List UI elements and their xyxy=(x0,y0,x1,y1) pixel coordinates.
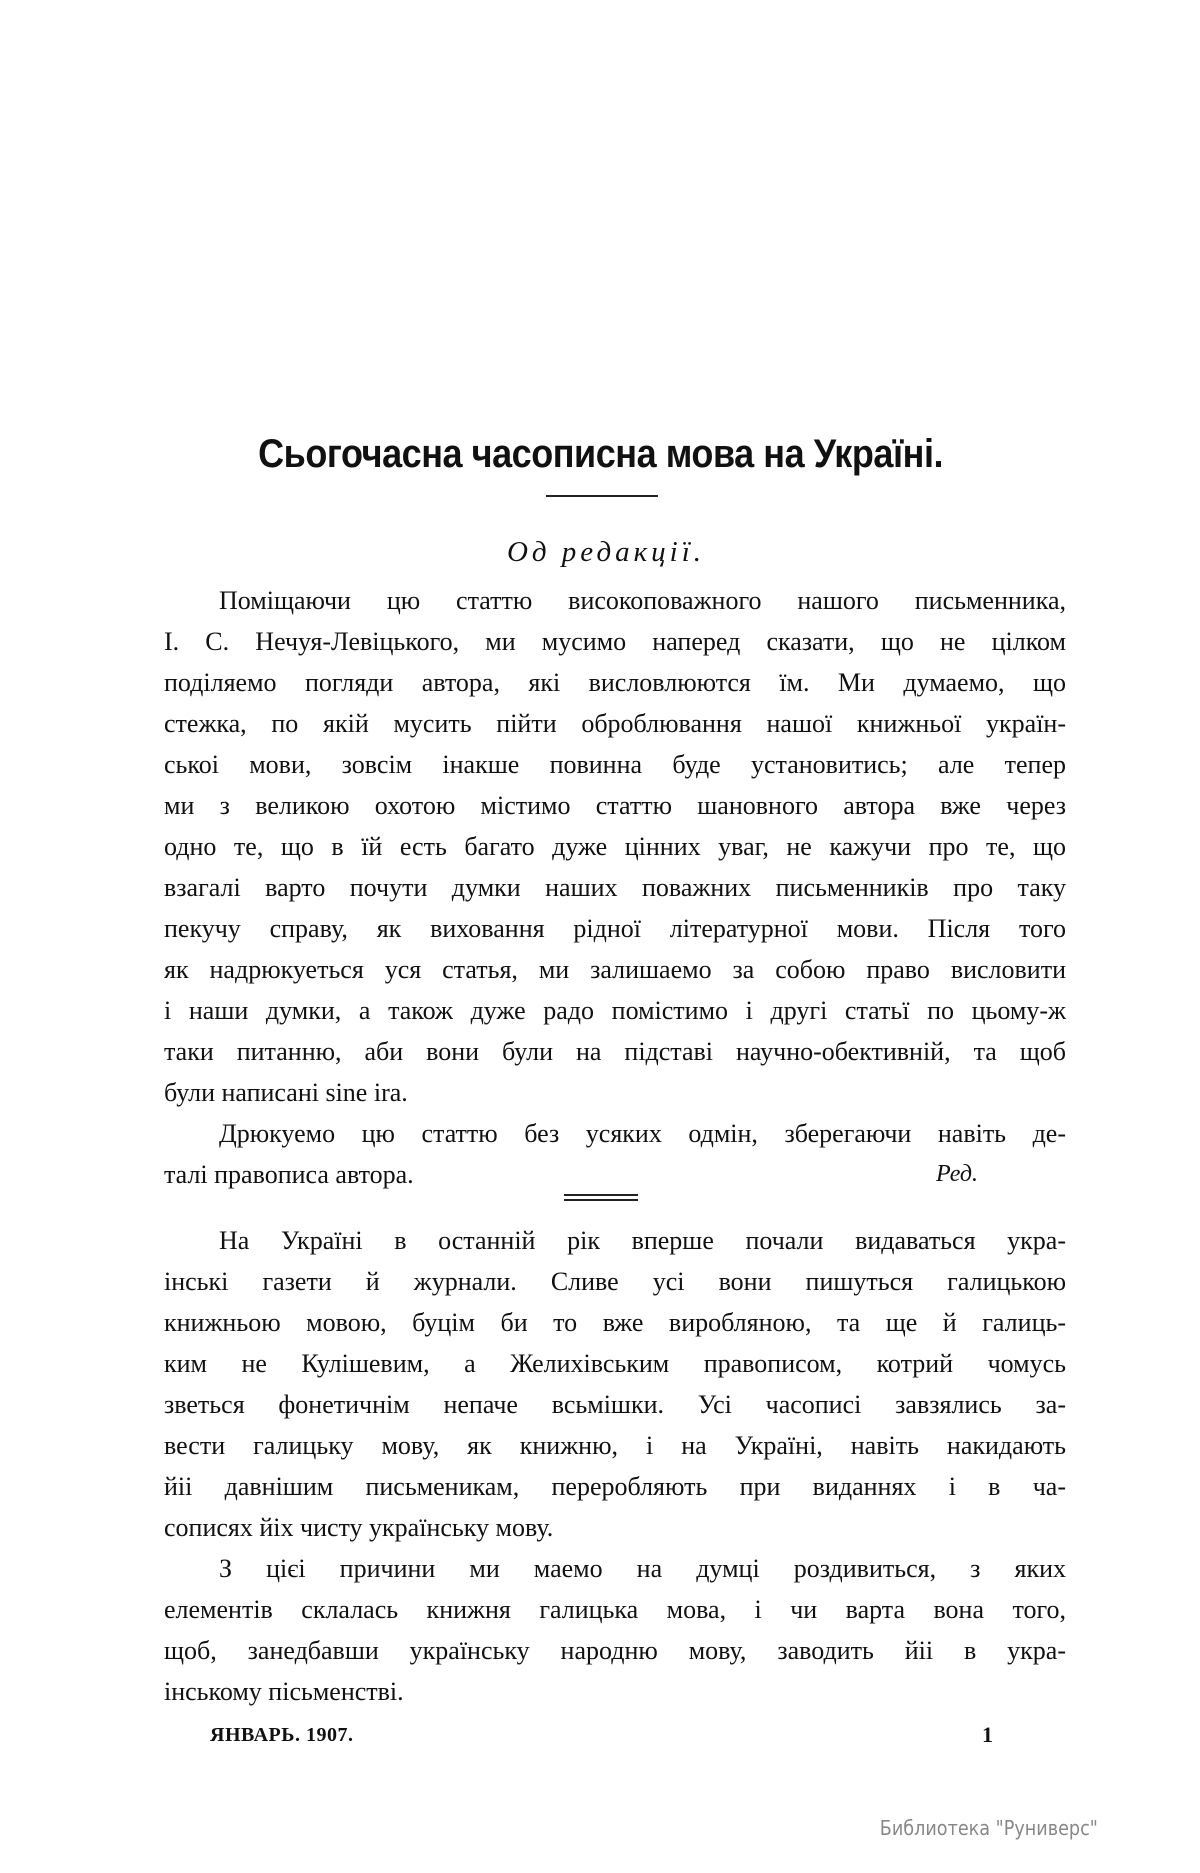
page-number: 1 xyxy=(982,1722,993,1747)
text-line: як надрюкуеться уся статья, ми залишаемо за собою право висловити xyxy=(164,955,1066,984)
text-line: щоб, занедбавши українську народню мову, заводить йіі в укра- xyxy=(164,1636,1066,1665)
editorial-note xyxy=(164,580,1066,1195)
text-line: йіі давнішим письменикам, переробляють при виданнях і в ча- xyxy=(164,1472,1066,1501)
text-line: ми з великою охотою містимо статтю шановного автора вже через xyxy=(164,791,1066,820)
text-line: Поміщаючи цю статтю високоповажного нашого письменника, xyxy=(219,586,1066,615)
text-line: стежка, по якій мусить пійти оброблювання нашої книжньої україн- xyxy=(164,709,1066,738)
text-line: І. С. Нечуя-Левіцького, ми мусимо наперед сказати, що не цілком xyxy=(164,627,1066,656)
text-line: поділяемо погляди автора, які висловлюются їм. Ми думаемо, що xyxy=(164,668,1066,697)
article-body xyxy=(164,1220,1066,1712)
text-line: пекучу справу, як виховання рідної літературної мови. Після того xyxy=(164,914,1066,943)
section-divider xyxy=(564,1194,638,1196)
text-line: На Україні в останній рік вперше почали видаваться укра- xyxy=(219,1226,1066,1255)
text-line: зветься фонетичнім непаче всьмішки. Усі часописі завзялись за- xyxy=(164,1390,1066,1419)
text-line: З цієі причини ми маемо на думці роздивиться, з яких xyxy=(219,1554,1066,1583)
text-line: елементів склалась книжня галицька мова, і чи варта вона того, xyxy=(164,1595,1066,1624)
text-line: і наши думки, а також дуже радо помістимо і другі статьї по цьому-ж xyxy=(164,996,1066,1025)
text-line: були написані sine ira. xyxy=(164,1078,408,1107)
text-line: книжньою мовою, буцім би то вже виробляною, та ще й галиць- xyxy=(164,1308,1066,1337)
signature-mark: ЯНВАРЬ. 1907. xyxy=(210,1724,354,1746)
article-title: Сьогочасна часописна мова на Україні. xyxy=(258,432,944,476)
editorial-signature: Ред. xyxy=(936,1161,978,1187)
text-line: талі правописа автора. xyxy=(164,1160,414,1189)
text-line: сописях йіх чисту українську мову. xyxy=(164,1513,554,1542)
text-line: Дрюкуемо цю статтю без усяких одмін, зберегаючи навіть де- xyxy=(219,1119,1066,1148)
text-line: інські газети й журнали. Сливе усі вони пишуться галицькою xyxy=(164,1267,1066,1296)
section-divider-lower xyxy=(564,1199,638,1201)
text-line: одно те, що в їй есть багато дуже цінних уваг, не кажучи про те, що xyxy=(164,832,1066,861)
title-divider xyxy=(546,495,658,497)
editorial-heading: Од редакції. xyxy=(506,536,706,568)
library-watermark: Библиотека "Руниверс" xyxy=(879,1816,1098,1840)
text-line: взагалі варто почути думки наших поважних письменників про таку xyxy=(164,873,1066,902)
text-line: ким не Кулішевим, а Желихівським правописом, котрий чомусь xyxy=(164,1349,1066,1378)
text-line: таки питанню, аби вони були на підставі научно-обективній, та щоб xyxy=(164,1037,1066,1066)
text-line: інському пісьменстві. xyxy=(164,1677,404,1706)
text-line: вести галицьку мову, як книжню, і на Україні, навіть накидають xyxy=(164,1431,1066,1460)
text-line: ськоі мови, зовсім інакше повинна буде установитись; але тепер xyxy=(164,750,1066,779)
